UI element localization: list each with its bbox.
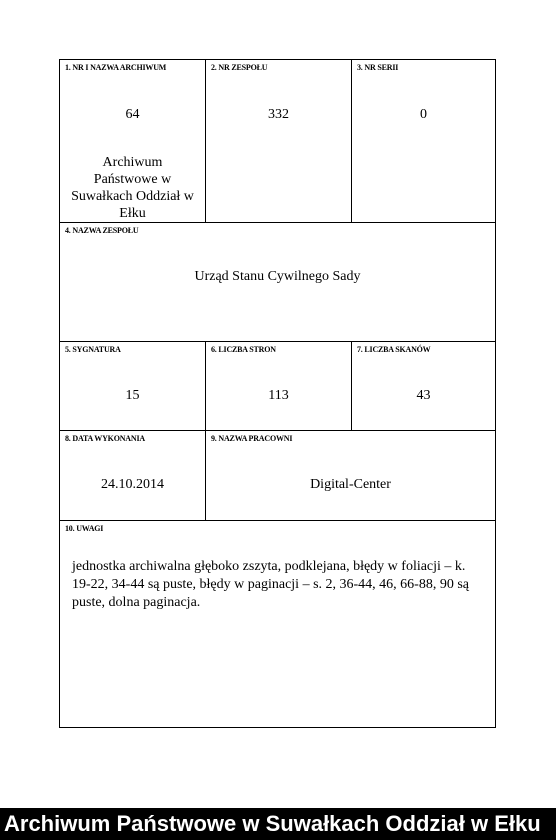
cell-studio [205,431,495,520]
fond-name-value: Urząd Stanu Cywilnego Sady [194,269,361,284]
date-value: 24.10.2014 [101,477,164,492]
row-date [60,431,495,521]
fond-number-label: 2. NR ZESPOŁU [211,63,268,72]
remarks-label: 10. UWAGI [65,524,104,533]
signature-value: 15 [125,388,140,403]
archive-name: Archiwum Państwowe w Suwałkach Oddział w Ełku [71,155,194,221]
scan-count-label: 7. LICZBA SKANÓW [357,345,431,354]
row-signature [60,342,495,431]
cell-fond-number [205,60,351,222]
scan-count-value: 43 [416,388,431,403]
cell-date [60,431,205,520]
fond-number-value: 332 [268,107,289,122]
archive-banner: Archiwum Państwowe w Suwałkach Oddział w Ełku [0,808,556,840]
cell-archive [60,60,205,222]
remarks-value: jednostka archiwalna głęboko zszyta, podklejana, błędy w foliacji – k. 19-22, 34-44 są puste, błędy w paginacji – s. 2, 36-44, 46, 66-88, 90 są puste, dolna paginacja. [72,559,469,610]
archive-label: 1. NR I NAZWA ARCHIWUM [65,63,167,72]
cell-signature [60,342,205,430]
studio-label: 9. NAZWA PRACOWNI [211,434,293,443]
cell-remarks [60,521,495,728]
archive-number: 64 [125,107,140,122]
series-number-value: 0 [420,107,427,122]
row-remarks [60,521,495,728]
row-fond-name [60,223,495,342]
page-count-value: 113 [268,388,289,403]
cell-fond-name [60,223,495,341]
metadata-card [59,59,496,728]
date-label: 8. DATA WYKONANIA [65,434,145,443]
fond-name-label: 4. NAZWA ZESPOŁU [65,226,139,235]
cell-series-number [351,60,495,222]
cell-page-count [205,342,351,430]
series-number-label: 3. NR SERII [357,63,399,72]
cell-scan-count [351,342,495,430]
studio-value: Digital-Center [310,477,391,492]
row-archive [60,60,495,223]
signature-label: 5. SYGNATURA [65,345,121,354]
page-count-label: 6. LICZBA STRON [211,345,276,354]
